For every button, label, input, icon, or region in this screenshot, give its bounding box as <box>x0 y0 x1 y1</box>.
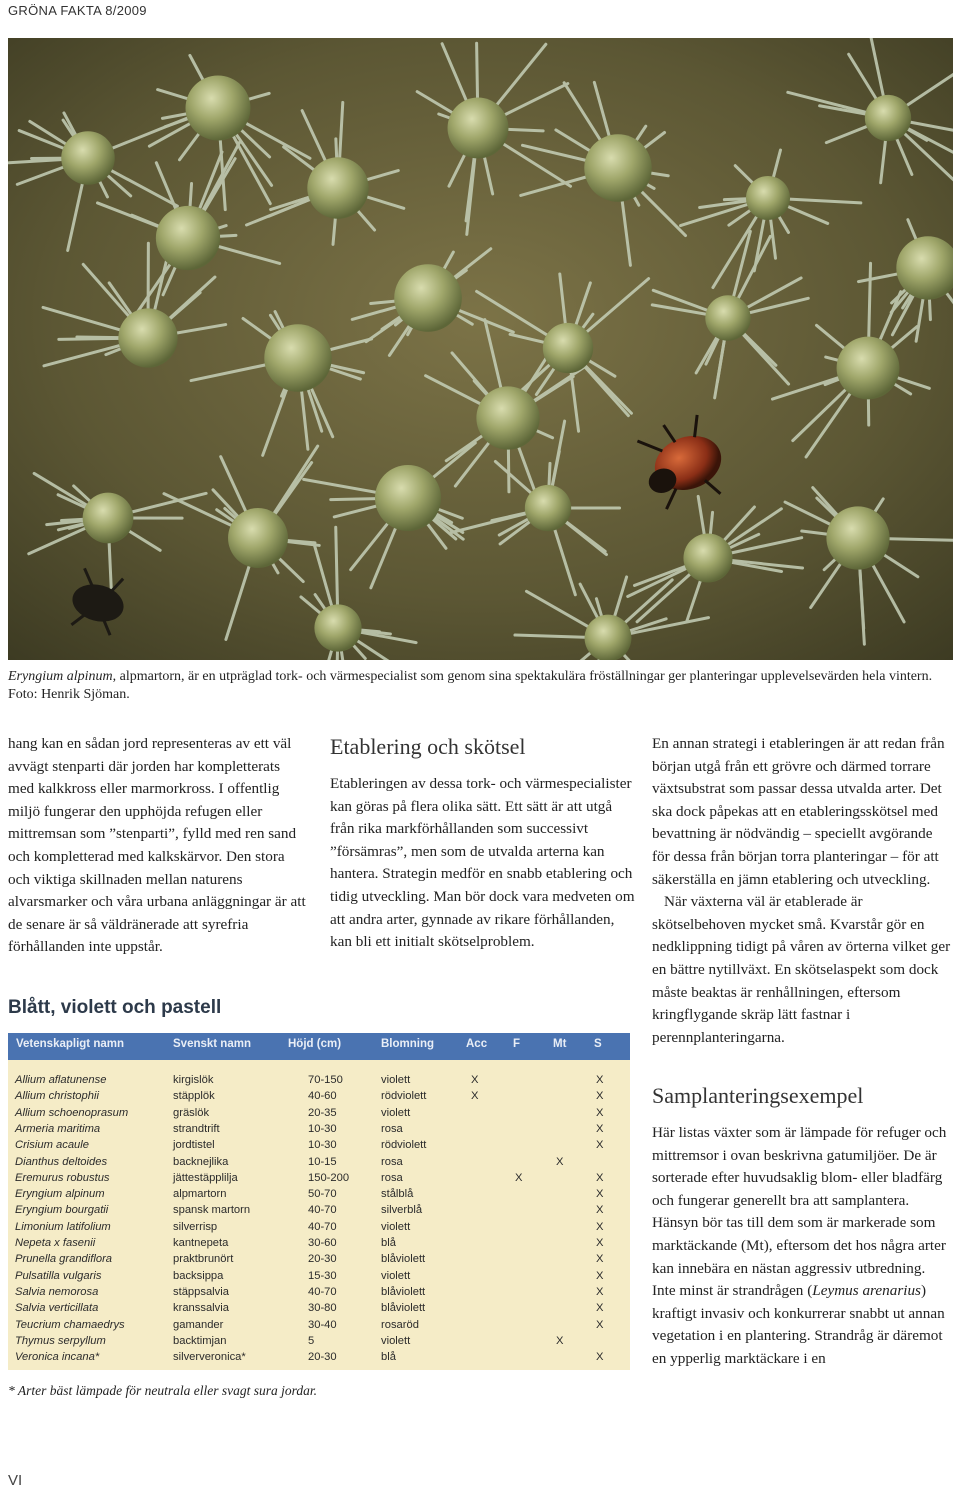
table-cell: X <box>596 1074 604 1086</box>
eryngium-photo <box>8 38 953 660</box>
table-cell: rosa <box>381 1171 403 1184</box>
table-cell: X <box>596 1106 604 1119</box>
table-row <box>8 1203 630 1220</box>
table-header-cell: Mt <box>553 1038 567 1050</box>
heading-etablering: Etablering och skötsel <box>330 734 526 759</box>
table-header-row <box>8 1033 630 1060</box>
table-cell: Dianthus deltoides <box>15 1155 108 1168</box>
table-cell: 40-70 <box>308 1220 337 1233</box>
table-cell: 40-70 <box>308 1285 337 1298</box>
column-3 <box>652 733 952 1049</box>
table-header-cell: Vetenskapligt namn <box>16 1038 125 1050</box>
table-cell: 10-30 <box>308 1122 337 1135</box>
table-header-cell: Acc <box>466 1038 488 1050</box>
table-cell: Eryngium bourgatii <box>15 1204 109 1217</box>
table-cell: blåviolett <box>381 1253 426 1266</box>
table-cell: X <box>471 1074 479 1086</box>
table-cell: 30-40 <box>308 1318 337 1331</box>
column-2-paragraph: Etableringen av dessa tork- och värmespecialister kan göras på flera olika sätt. Ett sätt är att utgå från rika markförhållanden som successivt ”försämras”, men som de utvalda arterna kan hantera. Strategin medför en snabb etablering och tidig utveckling. Man bör dock vara medveten om att andra arter, gynnade av rikare förhållanden, kan bli ett initialt skötselproblem. <box>330 775 635 951</box>
table-cell: X <box>596 1302 604 1315</box>
column-1-paragraph: hang kan en sådan jord representeras av ett väl avvägt stenparti där jorden har kompletterats med kalkkross eller marmorkross. I offentlig miljö fungerar den upphöjda refugen eller mittremsan som ”stenparti”, fylld med ren sand och kompletterad med kalkskärvor. Den stora och viktiga skillnaden mellan naturens alvarsmarker och våra urbana anläggningar är att de senare är så väldränerade att syrefria förhållanden inte uppstår. <box>8 735 306 956</box>
table-cell: 40-60 <box>308 1090 337 1103</box>
table-cell: Thymus serpyllum <box>15 1334 106 1347</box>
column-2 <box>330 773 635 954</box>
table-cell: rosaröd <box>381 1318 419 1331</box>
table-row <box>8 1301 630 1318</box>
table-cell: Teucrium chamaedrys <box>15 1318 125 1331</box>
samplantering-paragraph <box>652 1122 952 1371</box>
table-cell: jordtistel <box>173 1139 215 1152</box>
table-cell: Eryngium alpinum <box>15 1188 105 1201</box>
table-cell: rödviolett <box>381 1090 427 1103</box>
table-row <box>8 1138 630 1155</box>
table-row <box>8 1187 630 1204</box>
table-row <box>8 1269 630 1286</box>
table-cell: Veronica incana* <box>15 1351 100 1364</box>
table-cell: 10-15 <box>308 1155 337 1168</box>
table-cell: silverrisp <box>173 1220 218 1233</box>
table-cell: 70-150 <box>308 1074 343 1086</box>
table-cell: spansk martorn <box>173 1204 251 1217</box>
table-cell: gamander <box>173 1318 224 1331</box>
table-cell: rödviolett <box>381 1139 427 1152</box>
table-cell: violett <box>381 1220 411 1233</box>
table-cell: kirgislök <box>173 1074 214 1086</box>
table-row <box>8 1220 630 1237</box>
table-cell: silverblå <box>381 1204 423 1217</box>
table-row <box>8 1252 630 1269</box>
table-cell: kantnepeta <box>173 1237 229 1249</box>
table-row <box>8 1350 630 1367</box>
table-cell: Allium schoenoprasum <box>15 1106 129 1119</box>
table-cell: X <box>556 1155 564 1168</box>
table-row <box>8 1171 630 1188</box>
page-number: VI <box>8 1472 23 1489</box>
table-cell: 40-70 <box>308 1204 337 1217</box>
plant-table <box>8 1033 630 1370</box>
table-row <box>8 1073 630 1090</box>
table-title: Blått, violett och pastell <box>8 997 222 1018</box>
table-cell: blåviolett <box>381 1302 426 1315</box>
table-cell: X <box>596 1122 604 1135</box>
table-cell: Crisium acaule <box>15 1139 89 1152</box>
table-cell: Nepeta x fasenii <box>15 1237 96 1249</box>
photo-caption <box>8 668 953 704</box>
table-cell: 30-80 <box>308 1302 337 1315</box>
table-cell: 30-60 <box>308 1237 337 1249</box>
samplantering-species: Leymus arenarius <box>812 1282 921 1300</box>
table-cell: violett <box>381 1269 411 1282</box>
table-row <box>8 1155 630 1172</box>
table-cell: X <box>596 1285 604 1298</box>
table-cell: stäpplök <box>173 1090 215 1103</box>
table-cell: X <box>596 1220 604 1233</box>
table-cell: 20-30 <box>308 1253 337 1266</box>
table-cell: violett <box>381 1106 411 1119</box>
table-row <box>8 1236 630 1253</box>
table-cell: 15-30 <box>308 1269 337 1282</box>
table-cell: Salvia verticillata <box>15 1302 99 1315</box>
column-3-paragraph-2: När växterna väl är etablerade är skötselbehoven mycket små. Kvarstår gör en nedklippning tidigt på våren av örterna vilket ger en bättre nytillväxt. En skötselaspekt som dock måste beaktas är renhållningen, eftersom kringflygande skräp lätt fastnar i perennplanteringarna. <box>652 893 951 1046</box>
table-row <box>8 1089 630 1106</box>
table-cell: alpmartorn <box>173 1188 227 1201</box>
table-cell: 10-30 <box>308 1139 337 1152</box>
table-row <box>8 1122 630 1139</box>
table-cell: violett <box>381 1334 411 1347</box>
table-row <box>8 1285 630 1302</box>
table-cell: violett <box>381 1074 411 1086</box>
column-1 <box>8 733 308 959</box>
table-cell: jättestäpplilja <box>173 1171 238 1184</box>
table-cell: blåviolett <box>381 1285 426 1298</box>
table-cell: stålblå <box>381 1188 414 1201</box>
table-cell: X <box>596 1318 604 1331</box>
table-cell: Eremurus robustus <box>15 1171 110 1184</box>
table-cell: blå <box>381 1351 396 1364</box>
table-cell: X <box>471 1090 479 1103</box>
table-cell: kranssalvia <box>173 1302 229 1315</box>
table-cell: rosa <box>381 1155 403 1168</box>
samplantering-text-b: ) kraftigt invasiv och konkurrerar snabbt ut annan vegetation i en plantering. Strandråg är däremot en ypperlig marktäckare i en <box>652 1282 945 1367</box>
table-row <box>8 1334 630 1351</box>
table-header-cell: Höjd (cm) <box>288 1038 342 1050</box>
table-cell: stäppsalvia <box>173 1285 229 1298</box>
table-header-cell: F <box>513 1038 521 1050</box>
table-cell: Pulsatilla vulgaris <box>15 1269 102 1282</box>
table-cell: praktbrunört <box>173 1253 234 1266</box>
table-cell: Limonium latifolium <box>15 1220 111 1233</box>
table-cell: 20-35 <box>308 1106 337 1119</box>
table-cell: X <box>596 1351 604 1364</box>
table-cell: X <box>596 1171 604 1184</box>
table-cell: 5 <box>308 1334 315 1347</box>
table-cell: Allium christophii <box>15 1090 99 1103</box>
table-header-cell: Blomning <box>381 1038 435 1050</box>
table-cell: 150-200 <box>308 1171 350 1184</box>
table-cell: X <box>596 1237 604 1249</box>
table-cell: X <box>596 1269 604 1282</box>
table-cell: X <box>596 1188 604 1201</box>
table-cell: X <box>596 1253 604 1266</box>
publication-header: GRÖNA FAKTA 8/2009 <box>8 3 147 18</box>
column-3-paragraph-1: En annan strategi i etableringen är att redan från början utgå från ett grövre och därmed torrare växtsubstrat som passar dessa utvalda arter. Det ska dock påpekas att en etableringsskötsel med bevattning är nödvändig – speciellt avgörande för dessa från början torra planteringar – för att säkerställa en jämn etablering och utveckling. <box>652 735 945 888</box>
table-cell: X <box>515 1171 523 1184</box>
table-cell: backnejlika <box>173 1155 229 1168</box>
column-3-lower <box>652 1122 952 1371</box>
table-cell: gräslök <box>173 1106 210 1119</box>
table-row <box>8 1106 630 1123</box>
table-cell: 50-70 <box>308 1188 337 1201</box>
table-cell: Armeria maritima <box>15 1122 101 1135</box>
table-footnote: * Arter bäst lämpade för neutrala eller svagt sura jordar. <box>8 1383 318 1398</box>
table-cell: Allium aflatunense <box>15 1074 107 1086</box>
table-header-cell: S <box>594 1038 602 1050</box>
table-cell: rosa <box>381 1122 403 1135</box>
table-cell: silververonica* <box>173 1351 246 1364</box>
table-cell: backtimjan <box>173 1334 227 1347</box>
table-cell: blå <box>381 1237 396 1249</box>
table-cell: X <box>596 1204 604 1217</box>
caption-text: , alpmartorn, är en utpräglad tork- och värmespecialist som genom sina spektakulära fröställningar ger planteringar upplevelsevärden hela vintern. Foto: Henrik Sjöman. <box>8 669 933 702</box>
table-header-cell: Svenskt namn <box>173 1038 251 1050</box>
table-cell: Prunella grandiflora <box>15 1253 113 1266</box>
table-cell: backsippa <box>173 1269 224 1282</box>
heading-samplantering: Samplanteringsexempel <box>652 1083 864 1108</box>
table-cell: strandtrift <box>173 1122 220 1135</box>
table-row <box>8 1318 630 1335</box>
table-cell: X <box>596 1090 604 1103</box>
table-cell: 20-30 <box>308 1351 337 1364</box>
table-cell: X <box>556 1334 564 1347</box>
table-cell: Salvia nemorosa <box>15 1285 99 1298</box>
table-cell: X <box>596 1139 604 1152</box>
caption-species: Eryngium alpinum <box>8 669 113 684</box>
samplantering-text-a: Här listas växter som är lämpade för refuger och mittremsor i ovan beskrivna gatumiljöer. De är sorterade efter huvudsaklig blom- eller bladfärg och fungerar generellt bra att samplantera. Hänsyn bör tas till dem som är markerade som marktäckande (Mt), eftersom det hos några arter kan innebära en nästan aggressiv utbredning. Inte minst är strandrågen ( <box>652 1124 947 1300</box>
